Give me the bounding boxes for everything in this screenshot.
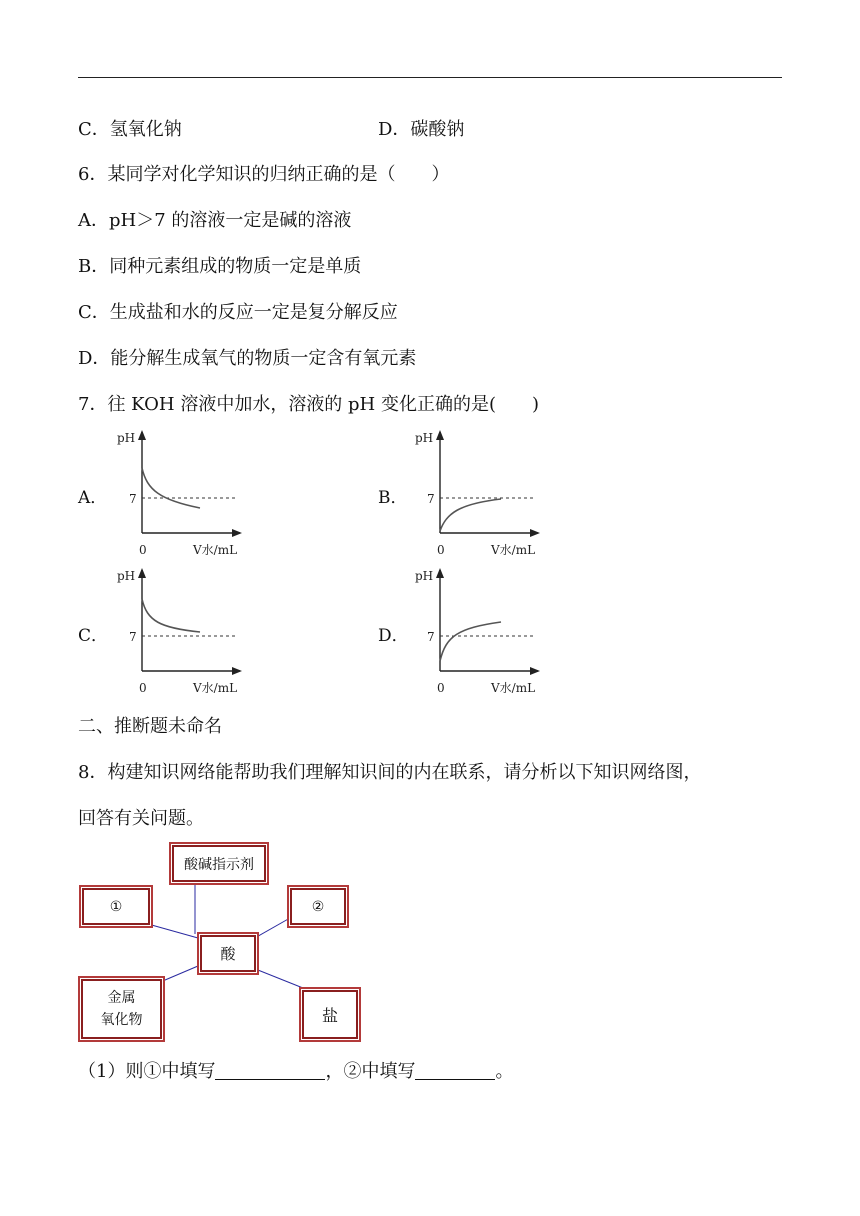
q6-option-c: C．生成盐和水的反应一定是复分解反应 bbox=[78, 302, 398, 323]
q6-option-a: A．pH＞7 的溶液一定是碱的溶液 bbox=[78, 210, 352, 231]
node-blank-2: ② bbox=[290, 888, 346, 925]
answer-blank-2[interactable] bbox=[415, 1061, 495, 1080]
q7-option-b-label: B． bbox=[378, 488, 408, 508]
origin-label: 0 bbox=[139, 543, 147, 557]
x-axis-label: V水/mL bbox=[491, 681, 536, 695]
q7-graph-a bbox=[115, 428, 245, 558]
y-axis-label: pH bbox=[415, 431, 434, 445]
q5-option-c: C．氢氧化钠 bbox=[78, 119, 182, 140]
ref-label: 7 bbox=[427, 492, 435, 506]
ref-label: 7 bbox=[129, 630, 137, 644]
y-axis-label: pH bbox=[117, 569, 136, 583]
q8-sub1 bbox=[78, 1057, 513, 1083]
q8-sub1-part1: （1）则①中填写 bbox=[78, 1061, 216, 1082]
header-rule bbox=[78, 77, 782, 78]
q7-graph-d bbox=[413, 566, 543, 696]
q8-stem-line2: 回答有关问题。 bbox=[78, 808, 204, 829]
node-metal-oxide bbox=[81, 979, 162, 1039]
origin-label: 0 bbox=[437, 543, 445, 557]
node-metal-oxide-line2: 氧化物 bbox=[100, 1012, 143, 1028]
q7-option-c-label: C． bbox=[78, 626, 109, 646]
q8-sub1-part2: ，②中填写 bbox=[325, 1061, 416, 1082]
answer-blank-1[interactable] bbox=[215, 1061, 325, 1080]
q6-stem: 6．某同学对化学知识的归纳正确的是（ ） bbox=[78, 164, 450, 185]
origin-label: 0 bbox=[139, 681, 147, 695]
q8-stem-line1: 8．构建知识网络能帮助我们理解知识间的内在联系，请分析以下知识网络图， bbox=[78, 762, 702, 783]
ref-label: 7 bbox=[129, 492, 137, 506]
x-axis-label: V水/mL bbox=[491, 543, 536, 557]
ref-label: 7 bbox=[427, 630, 435, 644]
q7-option-a-label: A． bbox=[78, 488, 108, 508]
node-salt: 盐 bbox=[302, 990, 358, 1039]
q7-option-d-label: D． bbox=[378, 626, 409, 646]
node-metal-oxide-line1: 金属 bbox=[107, 990, 136, 1006]
q7-graph-c bbox=[115, 566, 245, 696]
y-axis-label: pH bbox=[415, 569, 434, 583]
q5-option-d: D．碳酸钠 bbox=[378, 119, 465, 140]
y-axis-label: pH bbox=[117, 431, 136, 445]
node-blank-1: ① bbox=[82, 888, 150, 925]
q7-stem: 7．往 KOH 溶液中加水，溶液的 pH 变化正确的是( ) bbox=[78, 394, 540, 415]
origin-label: 0 bbox=[437, 681, 445, 695]
section-heading: 二、推断题未命名 bbox=[78, 716, 222, 737]
q6-option-b: B．同种元素组成的物质一定是单质 bbox=[78, 256, 362, 277]
knowledge-network-diagram bbox=[78, 838, 368, 1043]
x-axis-label: V水/mL bbox=[193, 681, 238, 695]
q7-graph-b bbox=[413, 428, 543, 558]
node-acid: 酸 bbox=[200, 935, 256, 972]
q8-sub1-end: 。 bbox=[495, 1061, 514, 1082]
q6-option-d: D．能分解生成氧气的物质一定含有氧元素 bbox=[78, 348, 417, 369]
x-axis-label: V水/mL bbox=[193, 543, 238, 557]
node-acid-base-indicator: 酸碱指示剂 bbox=[172, 845, 266, 882]
